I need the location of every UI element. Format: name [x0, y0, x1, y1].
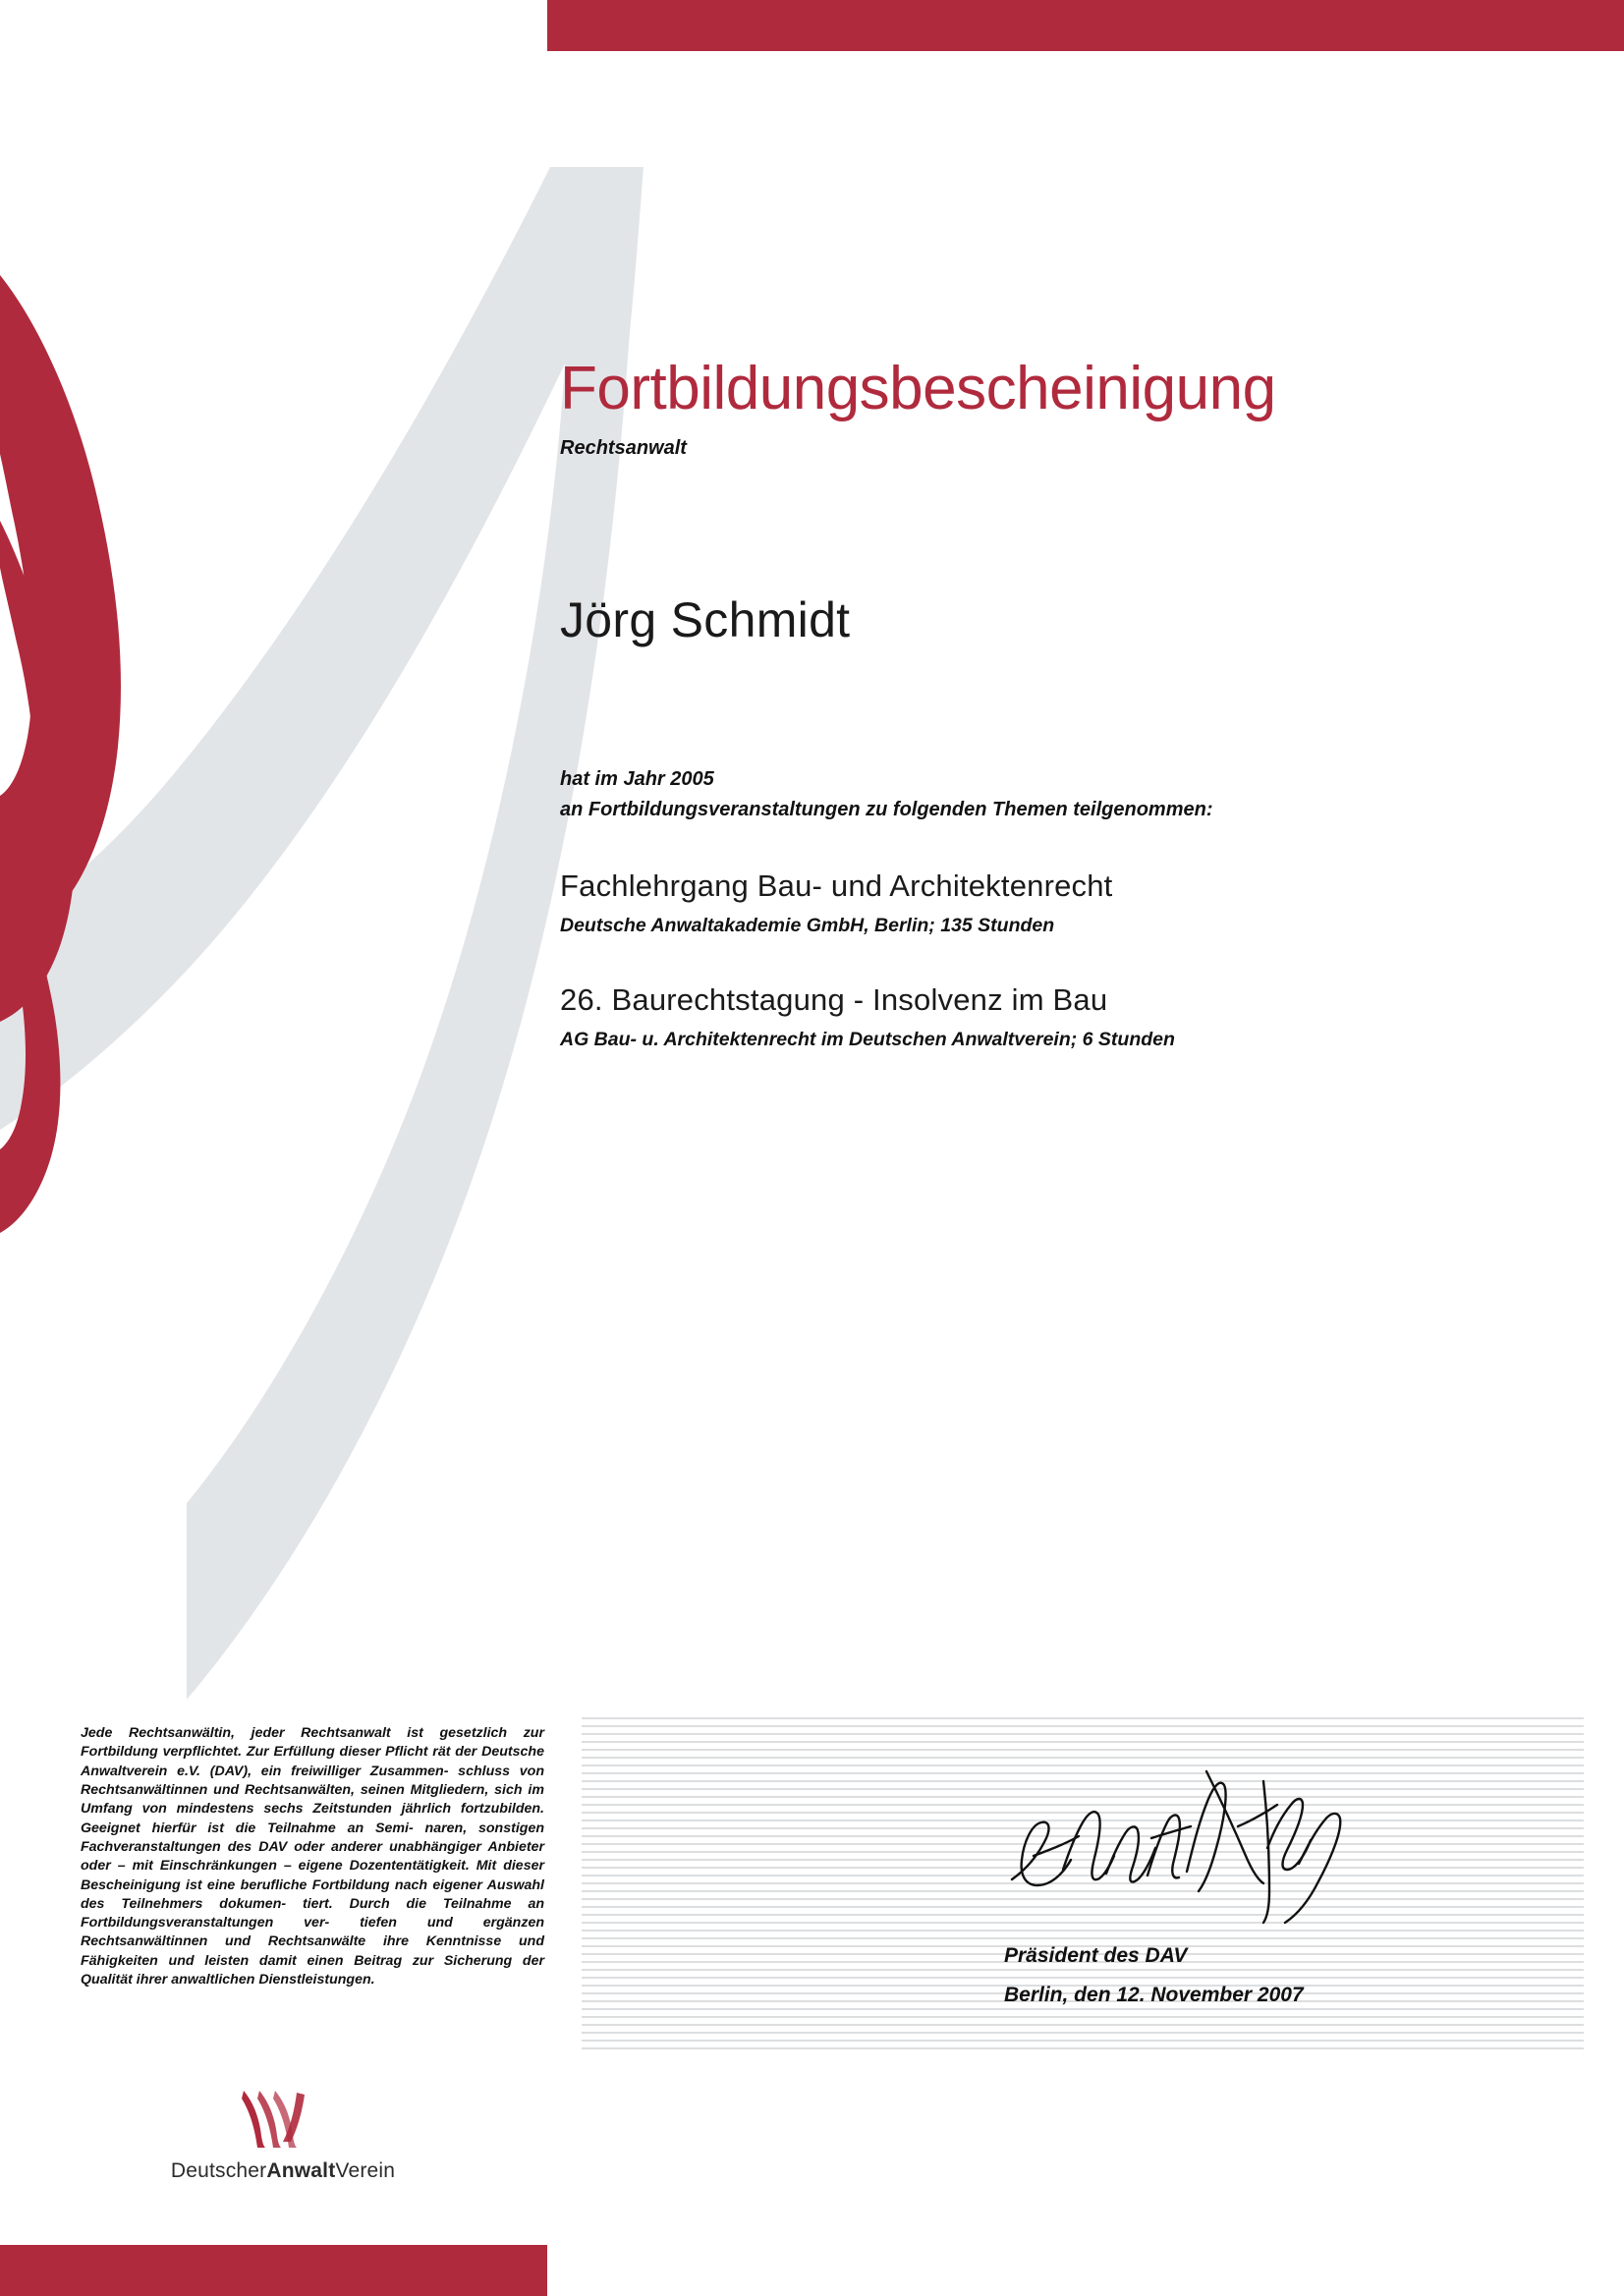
signature-block — [582, 1716, 1584, 2052]
logo-text-part-3: Verein — [335, 2159, 396, 2182]
course-title: Fachlehrgang Bau- und Architektenrecht — [560, 868, 1113, 903]
signature-caption — [1004, 1936, 1554, 2015]
signature-place-date: Berlin, den 12. November 2007 — [1004, 1983, 1304, 2006]
logo-text-part-2: Anwalt — [266, 2159, 336, 2182]
course-meta: AG Bau- u. Architektenrecht im Deutschen Anwaltverein; 6 Stunden — [560, 1029, 1175, 1050]
certificate-content — [560, 0, 1572, 1051]
dav-logo — [145, 2087, 420, 2214]
bottom-accent-bar — [0, 2245, 547, 2296]
legal-notice-text: Jede Rechtsanwältin, jeder Rechtsanwalt ist gesetzlich zur Fortbildung verpflichtet. Zur Erfüllung dieser Pflicht rät der Deutsche Anwaltverein e.V. (DAV), ein freiwilliger Zusammen- schluss von Rechtsanwältinnen und Rechtsanwälten, seinen Mitgliedern, sich im Umfang von mindestens sechs Zeitstunden jährlich fortzubilden. Geeignet hierfür ist die Teilnahme an Semi- naren, sonstigen Fachveranstaltungen des DAV oder anderer unabhängiger Anbieter oder – mit Einschränkungen – eigene Dozententätigkeit. Mit dieser Bescheinigung ist eine berufliche Fortbildung nach eigener Auswahl des Teilnehmers dokumen- tiert. Durch die Teilnahme an Fortbildungsveranstaltungen ver- tiefen und ergänzen Rechtsanwältinnen und Rechtsanwälte ihre Kenntnisse und Fähigkeiten und leisten damit einen Beitrag zur Sicherung der Qualität ihrer anwaltlichen Dienstleistungen. — [81, 1725, 544, 1988]
profession-label: Rechtsanwalt — [560, 437, 687, 459]
intro-block — [560, 764, 1572, 825]
course-title: 26. Baurechtstagung - Insolvenz im Bau — [560, 982, 1108, 1017]
signer-role: Präsident des DAV — [1004, 1944, 1188, 1967]
course-meta: Deutsche Anwaltakademie GmbH, Berlin; 135 Stunden — [560, 915, 1055, 936]
dav-logo-text — [145, 2159, 420, 2183]
intro-year-line: hat im Jahr 2005 — [560, 768, 714, 790]
recipient-name: Jörg Schmidt — [560, 592, 851, 647]
course-entry — [560, 868, 1572, 937]
page-title: Fortbildungsbescheinigung — [560, 355, 1276, 422]
logo-text-part-1: Deutscher — [170, 2159, 267, 2182]
intro-topics-line: an Fortbildungsveranstaltungen zu folgenden Themen teilgenommen: — [560, 799, 1213, 820]
dav-logo-mark-icon — [240, 2087, 308, 2148]
course-entry — [560, 982, 1572, 1051]
handwritten-signature — [1004, 1754, 1358, 1931]
